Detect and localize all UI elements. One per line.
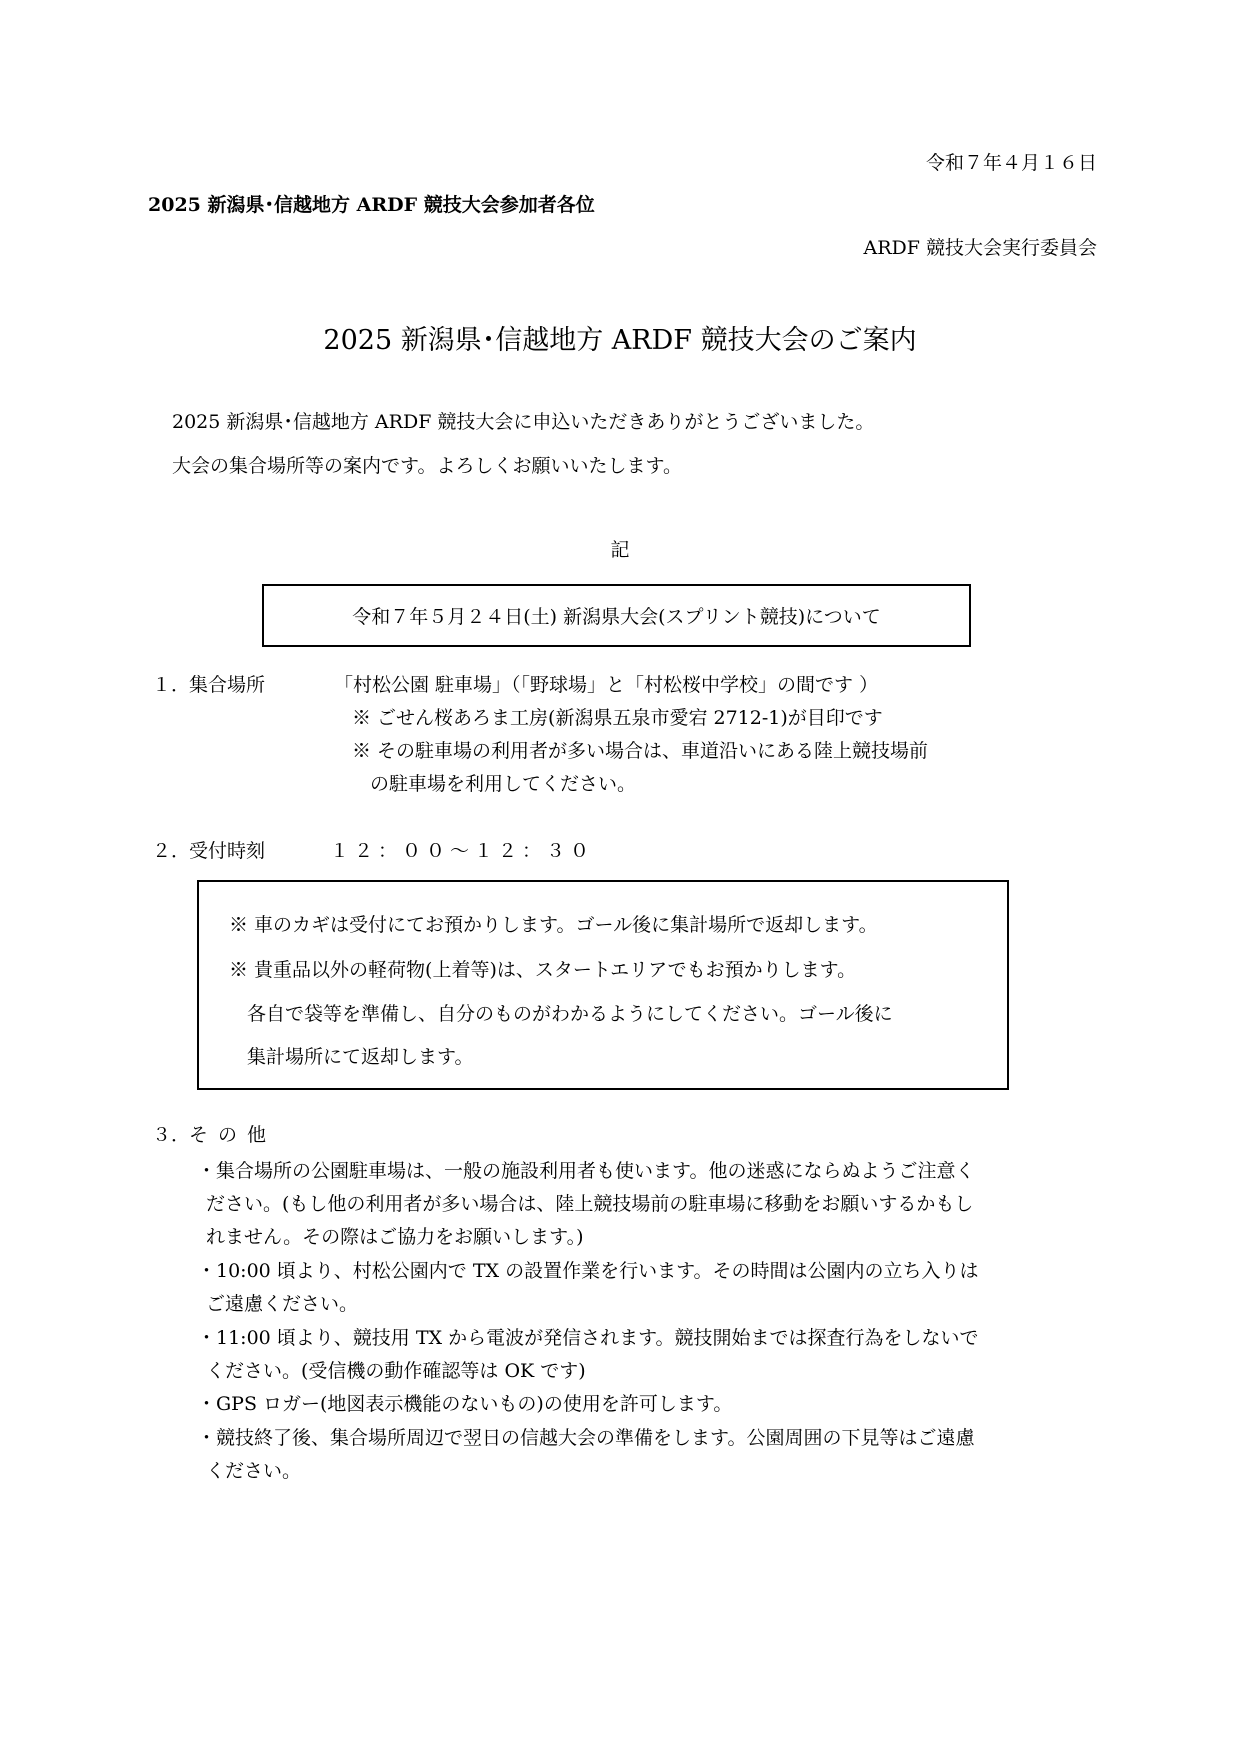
bullet-line: ・GPS ロガー(地図表示機能のないもの)の使用を許可します。 xyxy=(197,1393,733,1415)
bullet-line: ご遠慮ください。 xyxy=(206,1293,359,1315)
bullet-line: ださい。(もし他の利用者が多い場合は、陸上競技場前の駐車場に移動をお願いするかもし xyxy=(206,1193,974,1215)
bullet-line: れません。その際はご協力をお願いします。) xyxy=(206,1226,584,1248)
intro-line-2: 大会の集合場所等の案内です。よろしくお願いいたします。 xyxy=(172,455,682,477)
notice-line: ※ 車のカギは受付にてお預かりします。ゴール後に集計場所で返却します。 xyxy=(229,914,878,936)
bullet-line: ・集合場所の公園駐車場は、一般の施設利用者も使います。他の迷惑にならぬようご注意く xyxy=(197,1160,975,1182)
bullet-line: ・競技終了後、集合場所周辺で翌日の信越大会の準備をします。公園周囲の下見等はご遠慮 xyxy=(197,1427,975,1449)
section-number: ２． xyxy=(152,840,191,862)
bullet-line: ください。(受信機の動作確認等は OK です) xyxy=(206,1360,586,1382)
bullet-line: ・11:00 頃より、競技用 TX から電波が発信されます。競技開始までは探査行為をしないで xyxy=(197,1327,979,1349)
meeting-place-note: ※ ごせん桜あろま工房(新潟県五泉市愛宕 2712-1)が目印です xyxy=(352,707,883,729)
notice-box xyxy=(197,880,1009,1090)
notice-line: 集計場所にて返却します。 xyxy=(247,1046,474,1068)
event-info-box xyxy=(262,584,971,647)
bullet-line: ・10:00 頃より、村松公園内で TX の設置作業を行います。その時間は公園内の立ち入りは xyxy=(197,1260,979,1282)
section-number: ３． xyxy=(152,1124,191,1146)
event-info-text: 令和７年５月２４日(土) 新潟県大会(スプリント競技)について xyxy=(352,606,881,628)
reception-time-value: １２：００～１２：３０ xyxy=(330,840,595,862)
meeting-place-note: ※ その駐車場の利用者が多い場合は、車道沿いにある陸上競技場前 xyxy=(352,740,929,762)
document-title: 2025 新潟県･信越地方 ARDF 競技大会のご案内 xyxy=(323,325,917,356)
meeting-place-value: 「村松公園 駐車場」（「野球場」と「村松桜中学校」の間です ） xyxy=(334,674,879,696)
notice-line: ※ 貴重品以外の軽荷物(上着等)は、スタートエリアでもお預かりします。 xyxy=(229,959,857,981)
recipient-line: 2025 新潟県･信越地方 ARDF 競技大会参加者各位 xyxy=(148,194,595,216)
document-date: 令和７年４月１６日 xyxy=(925,152,1097,174)
sender-line: ARDF 競技大会実行委員会 xyxy=(863,237,1097,259)
notice-line: 各自で袋等を準備し、自分のものがわかるようにしてください。ゴール後に xyxy=(247,1003,893,1025)
section-number: １． xyxy=(152,674,191,696)
ki-heading: 記 xyxy=(610,539,630,561)
intro-line-1: 2025 新潟県･信越地方 ARDF 競技大会に申込いただきありがとうございました。 xyxy=(172,411,875,433)
meeting-place-note: の駐車場を利用してください。 xyxy=(370,773,637,795)
bullet-line: ください。 xyxy=(206,1460,302,1482)
section-label: 集合場所 xyxy=(189,674,266,696)
section-label: 受付時刻 xyxy=(189,840,266,862)
section-label: その他 xyxy=(189,1124,277,1146)
